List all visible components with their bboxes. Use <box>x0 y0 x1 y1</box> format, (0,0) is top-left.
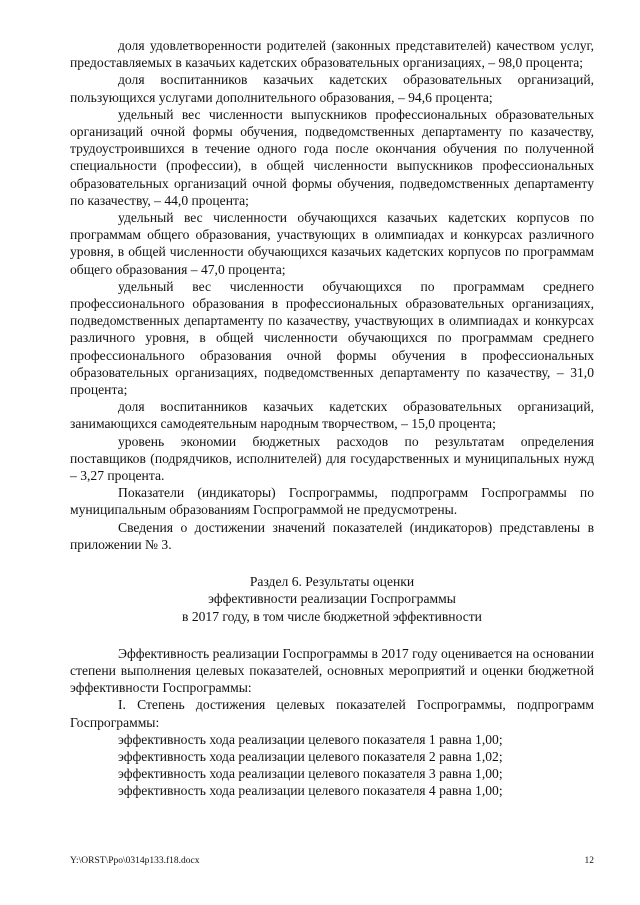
paragraph: эффективность хода реализации целевого показателя 1 равна 1,00; <box>118 731 503 747</box>
section-heading-line: Раздел 6. Результаты оценки <box>249 574 415 590</box>
paragraph: удельный вес численности обучающихся по программам среднего профессионального образования в профессиональных образовательных организациях, подведомственных департаменту по казачеству, участвующих в олимпиадах и конкурсах различного уровня, в общей численности обучающихся по программам среднего профессионального образования очной формы обучения в профессиональных образовательных организациях, подведомственных департаменту по казачеству, – 31,0 процента; <box>70 278 594 398</box>
page-footer <box>70 855 594 867</box>
document-body <box>70 37 594 800</box>
paragraph: доля воспитанников казачьих кадетских образовательных организаций, занимающихся самодеятельным народным творчеством, – 15,0 процента; <box>70 399 594 432</box>
paragraph: эффективность хода реализации целевого показателя 4 равна 1,00; <box>118 783 503 799</box>
footer-file-path: Y:\ORST\Ppo\0314p133.f18.docx <box>70 856 200 866</box>
paragraph: удельный вес численности обучающихся казачьих кадетских корпусов по программам общего образования, участвующих в олимпиадах и конкурсах различного уровня, в общей численности обучающихся казачьих кадетских корпусов по программам общего образования – 47,0 процента; <box>70 210 594 277</box>
section-heading-line: эффективности реализации Госпрограммы <box>208 591 456 607</box>
page-number: 12 <box>584 856 594 866</box>
paragraph: Сведения о достижении значений показателей (индикаторов) представлены в приложении № 3. <box>70 519 594 552</box>
paragraph: Эффективность реализации Госпрограммы в 2017 году оценивается на основании степени выполнения целевых показателей, основных мероприятий и оценки бюджетной эффективности Госпрограммы: <box>70 645 594 696</box>
section-heading-line: в 2017 году, в том числе бюджетной эффективности <box>182 608 482 624</box>
paragraph: удельный вес численности выпускников профессиональных образовательных организаций очной формы обучения, подведомственных департаменту по казачеству, трудоустроившихся в течение одного года после окончания обучения по полученной специальности (профессии), в общей численности выпускников профессиональных образовательных организаций очной формы обучения, подведомственных департаменту по казачеству, – 44,0 процента; <box>70 106 594 208</box>
paragraph: эффективность хода реализации целевого показателя 2 равна 1,02; <box>118 748 503 764</box>
paragraph: I. Степень достижения целевых показателей Госпрограммы, подпрограмм Госпрограммы: <box>70 697 594 730</box>
spacer <box>70 625 594 645</box>
paragraph: доля удовлетворенности родителей (законных представителей) качеством услуг, предоставляемых в казачьих кадетских образовательных организациях, – 98,0 процента; <box>70 38 594 71</box>
section-heading <box>70 573 594 625</box>
paragraph: доля воспитанников казачьих кадетских образовательных организаций, пользующихся услугами дополнительного образования, – 94,6 процента; <box>70 72 594 105</box>
paragraph: уровень экономии бюджетных расходов по результатам определения поставщиков (подрядчиков, исполнителей) для государственных и муниципальных нужд – 3,27 процента. <box>70 433 594 484</box>
paragraph: эффективность хода реализации целевого показателя 3 равна 1,00; <box>118 766 503 782</box>
paragraph: Показатели (индикаторы) Госпрограммы, подпрограмм Госпрограммы по муниципальным образованиям Госпрограммой не предусмотрены. <box>70 485 594 518</box>
